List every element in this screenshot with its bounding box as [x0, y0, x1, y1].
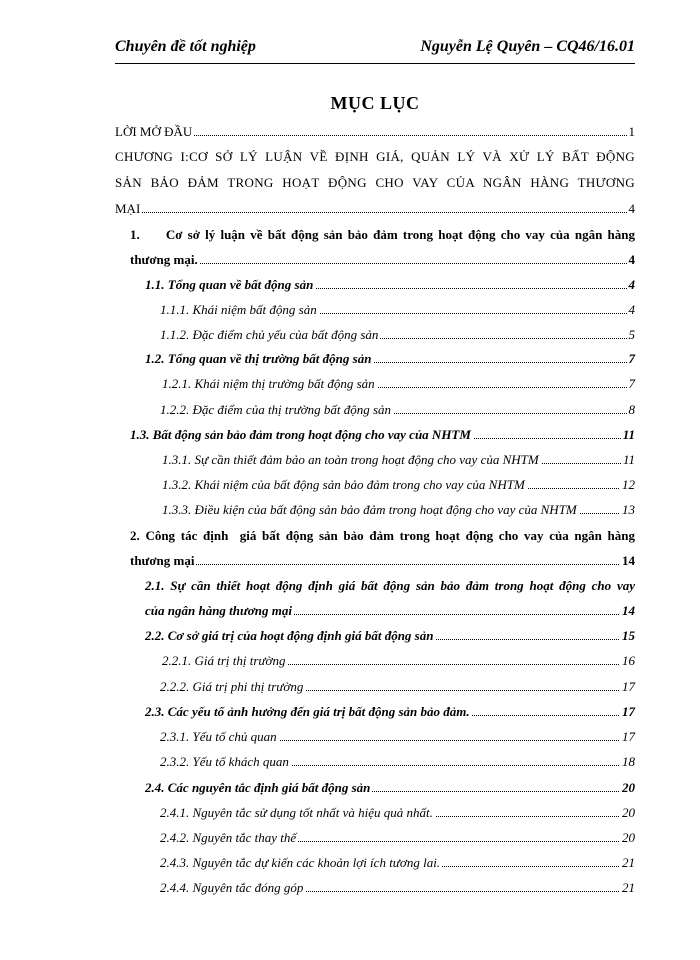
toc-entry-page: 21 — [622, 855, 635, 870]
toc-entry-page: 17 — [622, 679, 635, 694]
toc-entry-page: 17 — [622, 729, 635, 744]
toc-entry-section-2-4-1[interactable] — [160, 805, 635, 821]
toc-entry-label: 2.2.1. Giá trị thị trường — [162, 653, 286, 668]
toc-entry-page: 4 — [628, 252, 635, 267]
toc-entry-label-line: 2.1. Sự cần thiết hoạt động định giá bất động sản bảo đảm trong hoạt động cho vay — [145, 578, 635, 593]
toc-entry-page: 14 — [622, 603, 635, 618]
toc-entry-page: 11 — [622, 427, 635, 442]
toc-entry-page: 20 — [622, 830, 635, 845]
toc-entry-section-1-2-2[interactable] — [160, 402, 635, 418]
toc-entry-page: 4 — [628, 302, 635, 317]
toc-entry-label-line: MẠI — [115, 201, 141, 216]
toc-entry-label: 2.3.1. Yếu tố chủ quan — [160, 729, 277, 744]
toc-entry-label: 1.3.3. Điều kiện của bất động sản bảo đảm trong hoạt động cho vay của NHTM — [162, 502, 577, 517]
toc-entry-section-2-2-1[interactable] — [162, 653, 635, 669]
toc-entry-label-line: 2. Công tác định giá bất động sản bảo đảm trong hoạt động cho vay của ngân hàng — [130, 528, 635, 543]
toc-entry-label-line: 1. Cơ sở lý luận về bất động sản bảo đảm trong hoạt động cho vay của ngân hàng — [130, 227, 635, 242]
toc-entry-page: 16 — [622, 653, 635, 668]
header-document-type: Chuyên đề tốt nghiệp — [115, 38, 256, 55]
toc-entry-page: 4 — [628, 277, 635, 292]
toc-entry-section-2-4-2[interactable] — [160, 830, 635, 846]
toc-entry-section-2-3-2[interactable] — [160, 754, 635, 770]
toc-entry-label-line: CHƯƠNG I:CƠ SỞ LÝ LUẬN VỀ ĐỊNH GIÁ, QUẢN LÝ VÀ XỬ LÝ BẤT ĐỘNG — [115, 149, 635, 164]
toc-entry-page: 17 — [622, 704, 635, 719]
toc-entry-page: 5 — [628, 327, 635, 342]
toc-entry-page: 20 — [622, 805, 635, 820]
toc-entry-label: 1.3.1. Sự cần thiết đảm bảo an toàn trong hoạt động cho vay của NHTM — [162, 452, 539, 467]
toc-entry-label-line: của ngân hàng thương mại — [145, 603, 292, 618]
toc-entry-loi-mo-dau[interactable] — [115, 124, 635, 140]
toc-entry-page: 15 — [622, 628, 635, 643]
toc-entry-section-1-3-3[interactable] — [162, 502, 635, 518]
toc-entry-label-line: thương mại — [130, 553, 195, 568]
toc-entry-section-1-2[interactable] — [145, 351, 635, 367]
page-title: MỤC LỤC — [330, 93, 420, 113]
toc-entry-page: 21 — [622, 880, 635, 895]
toc-entry-label: 2.3.2. Yếu tố khách quan — [160, 754, 289, 769]
toc-entry-section-1-2-1[interactable] — [162, 376, 635, 392]
toc-entry-label-line: thương mại. — [130, 252, 198, 267]
toc-entry-label: 1.3.2. Khái niệm của bất động sản bảo đảm trong cho vay của NHTM — [162, 477, 525, 492]
toc-entry-section-2-2-2[interactable] — [160, 679, 635, 695]
toc-entry-label-line: SẢN BẢO ĐẢM TRONG HOẠT ĐỘNG CHO VAY CỦA NGÂN HÀNG THƯƠNG — [115, 175, 635, 190]
toc-entry-page: 4 — [628, 201, 635, 216]
toc-entry-section-1-3-2[interactable] — [162, 477, 635, 493]
toc-entry-label: 1.1.1. Khái niệm bất động sản — [160, 302, 317, 317]
toc-entry-section-1-3[interactable] — [130, 427, 635, 443]
toc-entry-label: 2.4.2. Nguyên tắc thay thế — [160, 830, 297, 845]
toc-entry-label: 1.3. Bất động sản bảo đảm trong hoạt động cho vay của NHTM — [130, 427, 471, 442]
toc-entry-section-2-4-4[interactable] — [160, 880, 635, 896]
toc-entry-label: LỜI MỞ ĐẦU — [115, 124, 193, 139]
toc-entry-section-2-4-3[interactable] — [160, 855, 635, 871]
toc-entry-section-1-1-2[interactable] — [160, 327, 635, 343]
toc-entry-section-2-3[interactable] — [145, 704, 635, 720]
toc-entry-label: 2.4.1. Nguyên tắc sử dụng tốt nhất và hiệu quả nhất. — [160, 805, 433, 820]
toc-entry-label: 2.2. Cơ sở giá trị của hoạt động định giá bất động sản — [145, 628, 434, 643]
toc-entry-label: 2.3. Các yếu tố ảnh hưởng đến giá trị bất động sản bảo đảm. — [145, 704, 470, 719]
toc-entry-section-1-1[interactable] — [145, 277, 635, 293]
toc-entry-section-2-4[interactable] — [145, 780, 635, 796]
toc-entry-label: 1.2.2. Đặc điểm của thị trường bất động sản — [160, 402, 392, 417]
toc-entry-label: 2.4. Các nguyên tắc định giá bất động sản — [145, 780, 371, 795]
toc-entry-label: 1.1.2. Đặc điểm chủ yếu của bất động sản — [160, 327, 379, 342]
toc-entry-label: 1.2.1. Khái niệm thị trường bất động sản — [162, 376, 375, 391]
toc-entry-label: 2.4.3. Nguyên tắc dự kiến các khoản lợi ích tương lai. — [160, 855, 441, 870]
toc-entry-page: 20 — [622, 780, 635, 795]
toc-entry-section-1-1-1[interactable] — [160, 302, 635, 318]
toc-entry-page: 12 — [622, 477, 635, 492]
toc-entry-page: 13 — [622, 502, 635, 517]
toc-entry-page: 18 — [622, 754, 635, 769]
toc-entry-label: 1.1. Tổng quan về bất động sản — [145, 277, 314, 292]
toc-entry-section-1-3-1[interactable] — [162, 452, 635, 468]
toc-entry-section-2-3-1[interactable] — [160, 729, 635, 745]
toc-entry-page: 14 — [622, 553, 635, 568]
toc-entry-label: 2.2.2. Giá trị phi thị trường — [160, 679, 304, 694]
toc-entry-page: 1 — [628, 124, 635, 139]
header-author: Nguyễn Lệ Quyên – CQ46/16.01 — [420, 38, 635, 55]
toc-entry-page: 8 — [628, 402, 635, 417]
toc-entry-section-2-2[interactable] — [145, 628, 635, 644]
toc-entry-page: 7 — [628, 351, 635, 366]
toc-entry-label: 1.2. Tổng quan về thị trường bất động sản — [145, 351, 372, 366]
toc-entry-page: 11 — [622, 452, 635, 467]
toc-entry-label: 2.4.4. Nguyên tắc đóng góp — [160, 880, 304, 895]
toc-entry-page: 7 — [628, 376, 635, 391]
